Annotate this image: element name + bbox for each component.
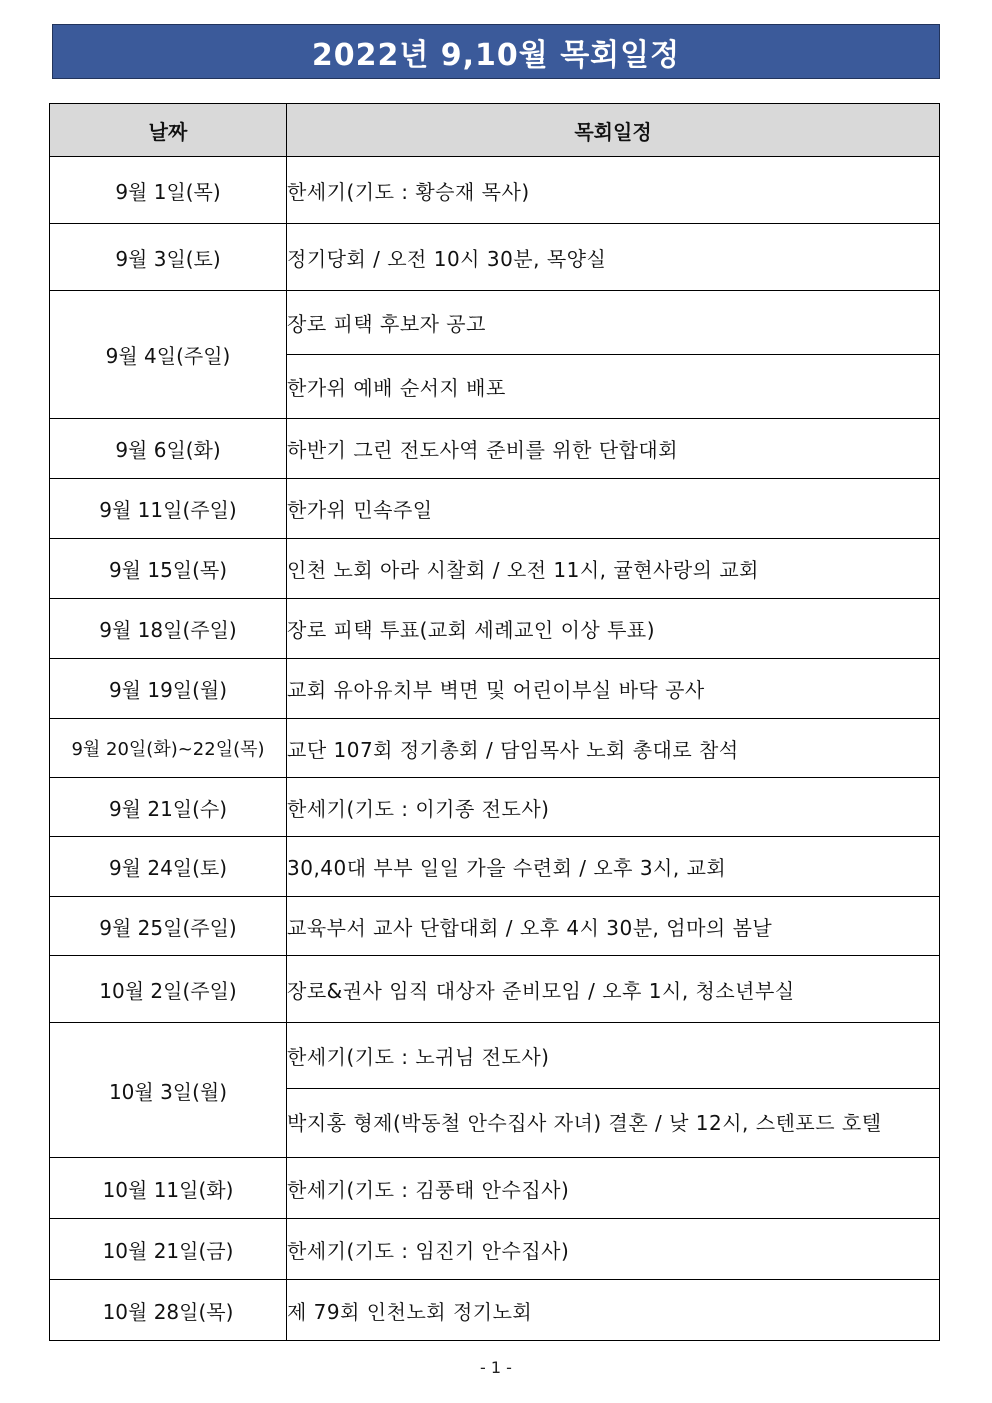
row-event: 교회 유아유치부 벽면 및 어린이부실 바닥 공사 [287, 659, 940, 719]
title-banner [52, 24, 940, 79]
row-date: 9월 1일(목) [50, 157, 287, 224]
row-event: 제 79회 인천노회 정기노회 [287, 1280, 940, 1341]
table-row [50, 539, 940, 599]
table-header-row [50, 104, 940, 157]
schedule-table [49, 103, 940, 1341]
table-row [50, 157, 940, 224]
row-date: 9월 24일(토) [50, 837, 287, 897]
table-row [50, 479, 940, 539]
table-row [50, 291, 940, 355]
row-event: 30,40대 부부 일일 가을 수련회 / 오후 3시, 교회 [287, 837, 940, 897]
table-row [50, 837, 940, 897]
table-row [50, 659, 940, 719]
table-row [50, 1158, 940, 1219]
row-date: 10월 21일(금) [50, 1219, 287, 1280]
row-date: 9월 4일(주일) [50, 291, 287, 419]
row-event: 교단 107회 정기총회 / 담임목사 노회 총대로 참석 [287, 719, 940, 778]
row-event: 정기당회 / 오전 10시 30분, 목양실 [287, 224, 940, 291]
row-date: 9월 11일(주일) [50, 479, 287, 539]
row-event: 한가위 예배 순서지 배포 [287, 355, 940, 419]
schedule-column-header: 목회일정 [287, 104, 940, 157]
row-event: 하반기 그린 전도사역 준비를 위한 단합대회 [287, 419, 940, 479]
row-event: 장로&권사 임직 대상자 준비모임 / 오후 1시, 청소년부실 [287, 956, 940, 1023]
table-row [50, 778, 940, 837]
table-row [50, 419, 940, 479]
row-event: 한세기(기도 : 임진기 안수집사) [287, 1219, 940, 1280]
table-row [50, 1023, 940, 1089]
row-event: 인천 노회 아라 시찰회 / 오전 11시, 귤현사랑의 교회 [287, 539, 940, 599]
table-row [50, 897, 940, 956]
table-row [50, 224, 940, 291]
row-event: 교육부서 교사 단합대회 / 오후 4시 30분, 엄마의 봄날 [287, 897, 940, 956]
row-date: 9월 20일(화)~22일(목) [50, 719, 287, 778]
table-row [50, 719, 940, 778]
table-row [50, 599, 940, 659]
row-date: 10월 28일(목) [50, 1280, 287, 1341]
row-date: 9월 18일(주일) [50, 599, 287, 659]
page-title: 2022년 9,10월 목회일정 [311, 37, 681, 73]
row-date: 9월 15일(목) [50, 539, 287, 599]
row-date: 9월 25일(주일) [50, 897, 287, 956]
date-column-header: 날짜 [50, 104, 287, 157]
table-row [50, 1219, 940, 1280]
row-date: 9월 21일(수) [50, 778, 287, 837]
row-event: 한세기(기도 : 김풍태 안수집사) [287, 1158, 940, 1219]
table-row [50, 956, 940, 1023]
row-date: 10월 3일(월) [50, 1023, 287, 1158]
row-event: 장로 피택 후보자 공고 [287, 291, 940, 355]
page-number: - 1 - [480, 1358, 512, 1377]
row-event: 박지홍 형제(박동철 안수집사 자녀) 결혼 / 낮 12시, 스텐포드 호텔 [287, 1089, 940, 1158]
row-date: 10월 2일(주일) [50, 956, 287, 1023]
row-event: 한세기(기도 : 이기종 전도사) [287, 778, 940, 837]
row-date: 9월 3일(토) [50, 224, 287, 291]
row-date: 9월 19일(월) [50, 659, 287, 719]
table-row [50, 1280, 940, 1341]
row-event: 한세기(기도 : 노귀님 전도사) [287, 1023, 940, 1089]
row-date: 10월 11일(화) [50, 1158, 287, 1219]
row-date: 9월 6일(화) [50, 419, 287, 479]
row-event: 한가위 민속주일 [287, 479, 940, 539]
row-event: 한세기(기도 : 황승재 목사) [287, 157, 940, 224]
row-event: 장로 피택 투표(교회 세례교인 이상 투표) [287, 599, 940, 659]
